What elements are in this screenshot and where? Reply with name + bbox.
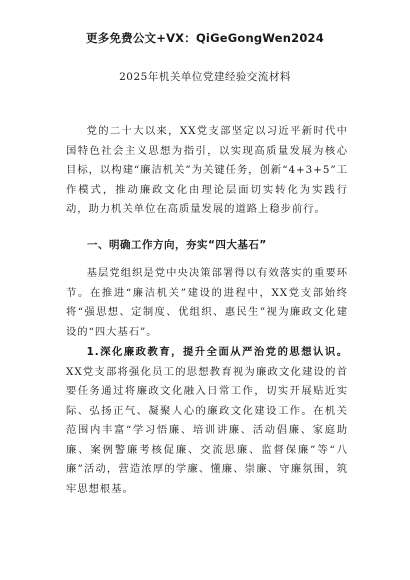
- subsection-1-paragraph: [66, 343, 348, 499]
- section-1-paragraph: 基层党组织是党中央决策部署得以有效落实的重要环节。在推进“廉洁机关”建设的进程中，XX党支部始终将“强思想、定制度、优组织、惠民生”视为廉政文化建设的“四大基石”。: [66, 267, 348, 338]
- watermark-header: 更多免费公文+VX：QiGeGongWen2024: [86, 31, 324, 45]
- document-title: 2025年机关单位党建经验交流材料: [119, 71, 291, 83]
- section-heading-1: 一、明确工作方向，夯实“四大基石”: [87, 239, 267, 251]
- subsection-1-body: XX党支部将强化员工的思想教育视为廉政文化建设的首要任务通过将廉政文化融入日常工作，切实开展贴近实际、弘扬正气、凝聚人心的廉政文化建设工作。在机关范围内丰富“学习悟廉、培训讲廉、活动倡廉、家庭助廉、案例警廉考核促廉、交流思廉、监督保廉”等“八廉”活动，营造浓厚的学廉、懂廉、崇廉、守廉氛围，筑牢思想根基。: [66, 365, 348, 495]
- subsection-1-lead: 1.深化廉政教育，提升全面从严治党的思想认识。: [86, 346, 348, 358]
- intro-paragraph: 党的二十大以来，XX党支部坚定以习近平新时代中国特色社会主义思想为指引，以实现高质量发展为核心目标，以构建“廉洁机关”为关键任务，创新“4+3+5”工作模式，推动廉政文化由理论层面切实转化为实践行动，助力机关单位在高质量发展的道路上稳步前行。: [66, 125, 348, 215]
